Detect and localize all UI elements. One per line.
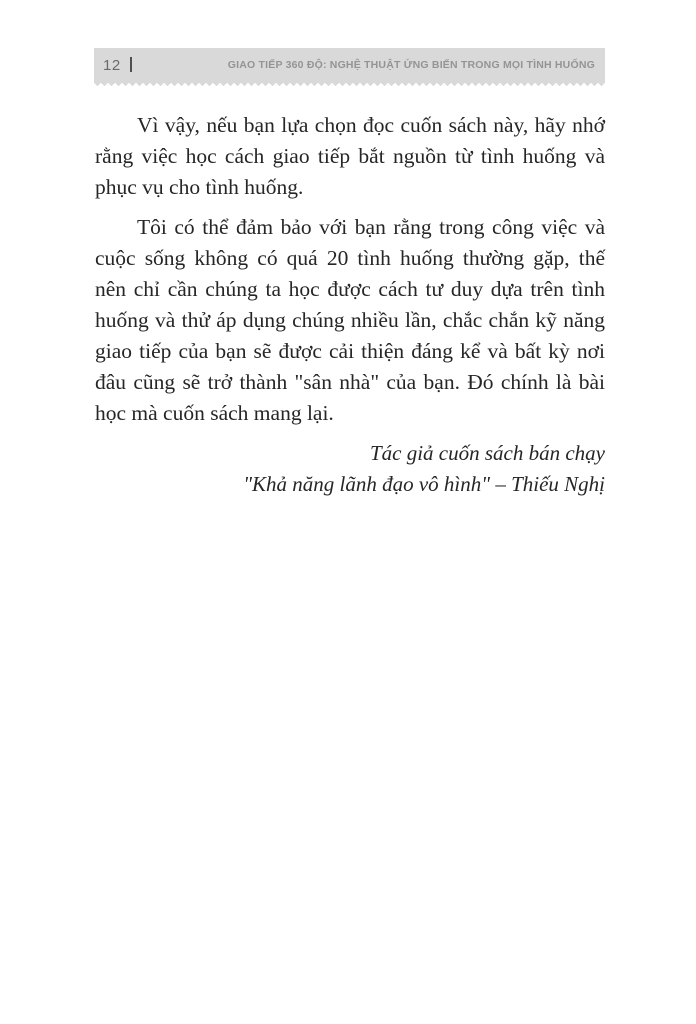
sawtooth-edge bbox=[94, 82, 605, 87]
text-line: Vì vậy, nếu bạn lựa chọn đọc cuốn sách này, hãy nhớ bbox=[137, 113, 605, 137]
text-line: phục vụ cho tình huống. bbox=[95, 175, 304, 199]
text-line: đâu cũng sẽ trở thành "sân nhà" của bạn. Đó chính là bài bbox=[95, 370, 605, 394]
text-line: rằng việc học cách giao tiếp bắt nguồn từ tình huống và bbox=[95, 144, 605, 168]
running-header bbox=[94, 48, 605, 87]
running-header-title: GIAO TIẾP 360 ĐỘ: NGHỆ THUẬT ỨNG BIẾN TRONG MỌI TÌNH HUỐNG bbox=[227, 59, 595, 71]
body-text bbox=[95, 110, 605, 500]
header-bar bbox=[94, 48, 605, 82]
author-signature bbox=[95, 438, 605, 500]
paragraph-1 bbox=[95, 110, 605, 203]
text-line: cuộc sống không có quá 20 tình huống thường gặp, thế bbox=[95, 246, 605, 270]
page-number: 12 bbox=[103, 56, 121, 74]
signature-line-2: "Khả năng lãnh đạo vô hình" – Thiếu Nghị bbox=[243, 472, 605, 496]
text-line: huống và thử áp dụng chúng nhiều lần, chắc chắn kỹ năng bbox=[95, 308, 605, 332]
signature-line-1: Tác giả cuốn sách bán chạy bbox=[369, 441, 605, 465]
paragraph-2 bbox=[95, 212, 605, 429]
text-line: học mà cuốn sách mang lại. bbox=[95, 401, 334, 425]
text-line: Tôi có thể đảm bảo với bạn rằng trong công việc và bbox=[137, 215, 605, 239]
text-line: nên chỉ cần chúng ta học được cách tư duy dựa trên tình bbox=[95, 277, 605, 301]
text-line: giao tiếp của bạn sẽ được cải thiện đáng kể và bất kỳ nơi bbox=[95, 339, 605, 363]
page-number-divider bbox=[130, 57, 132, 72]
